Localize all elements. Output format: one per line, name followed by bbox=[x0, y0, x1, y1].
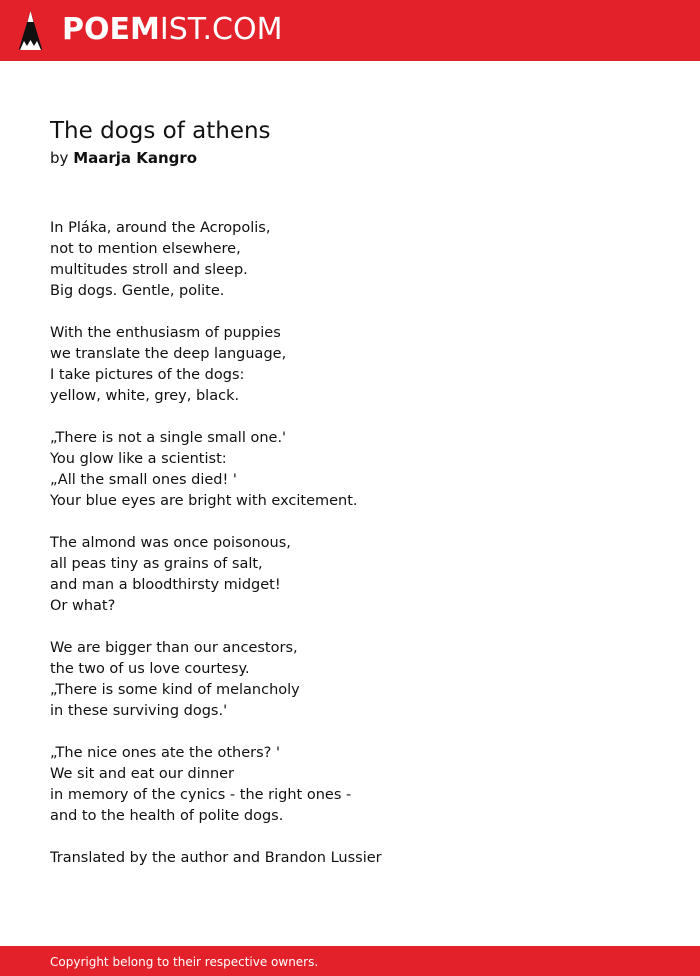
copyright-notice: Copyright belong to their respective owners. bbox=[50, 955, 319, 969]
byline-prefix: by bbox=[50, 149, 69, 167]
stanza bbox=[50, 218, 650, 302]
poem-line: Your blue eyes are bright with excitement. bbox=[50, 493, 358, 509]
stanza bbox=[50, 638, 650, 722]
logo-light-text: IST.COM bbox=[159, 12, 283, 47]
poem-line: and man a bloodthirsty midget! bbox=[50, 577, 281, 593]
poem-line: I take pictures of the dogs: bbox=[50, 367, 245, 383]
poem-line: in memory of the cynics - the right ones - bbox=[50, 787, 352, 803]
poem-line: „The nice ones ate the others? ' bbox=[50, 745, 280, 761]
translator-note: Translated by the author and Brandon Lussier bbox=[50, 850, 382, 866]
poem-line: With the enthusiasm of puppies bbox=[50, 325, 281, 341]
poem-line: yellow, white, grey, black. bbox=[50, 388, 240, 404]
poem-line: and to the health of polite dogs. bbox=[50, 808, 284, 824]
poem-author: Maarja Kangro bbox=[73, 149, 198, 167]
poem-line: We sit and eat our dinner bbox=[50, 766, 235, 782]
site-header bbox=[0, 0, 700, 61]
poem-line: multitudes stroll and sleep. bbox=[50, 262, 248, 278]
poem-line: „There is some kind of melancholy bbox=[50, 682, 300, 698]
stanza bbox=[50, 743, 650, 827]
poem-line: You glow like a scientist: bbox=[50, 451, 227, 467]
site-logo[interactable] bbox=[62, 12, 282, 48]
poem-line: We are bigger than our ancestors, bbox=[50, 640, 298, 656]
poem-line: The almond was once poisonous, bbox=[50, 535, 291, 551]
site-footer bbox=[0, 946, 700, 976]
poem-line: all peas tiny as grains of salt, bbox=[50, 556, 263, 572]
poem-byline bbox=[50, 147, 650, 169]
poem-line: In Pláka, around the Acropolis, bbox=[50, 220, 271, 236]
poem-line: „All the small ones died! ' bbox=[50, 472, 237, 488]
pencil-tip-icon[interactable] bbox=[18, 10, 43, 51]
poem-line: the two of us love courtesy. bbox=[50, 661, 250, 677]
poem-body bbox=[50, 218, 650, 869]
stanza bbox=[50, 428, 650, 512]
poem-line: in these surviving dogs.' bbox=[50, 703, 228, 719]
poem-title: The dogs of athens bbox=[50, 118, 271, 144]
poem-line: „There is not a single small one.' bbox=[50, 430, 287, 446]
poem-line: not to mention elsewhere, bbox=[50, 241, 241, 257]
stanza bbox=[50, 323, 650, 407]
stanza bbox=[50, 533, 650, 617]
poem-line: Or what? bbox=[50, 598, 116, 614]
logo-bold-text: POEM bbox=[62, 12, 160, 47]
poem-content bbox=[50, 115, 650, 869]
poem-line: we translate the deep language, bbox=[50, 346, 287, 362]
poem-line: Big dogs. Gentle, polite. bbox=[50, 283, 225, 299]
